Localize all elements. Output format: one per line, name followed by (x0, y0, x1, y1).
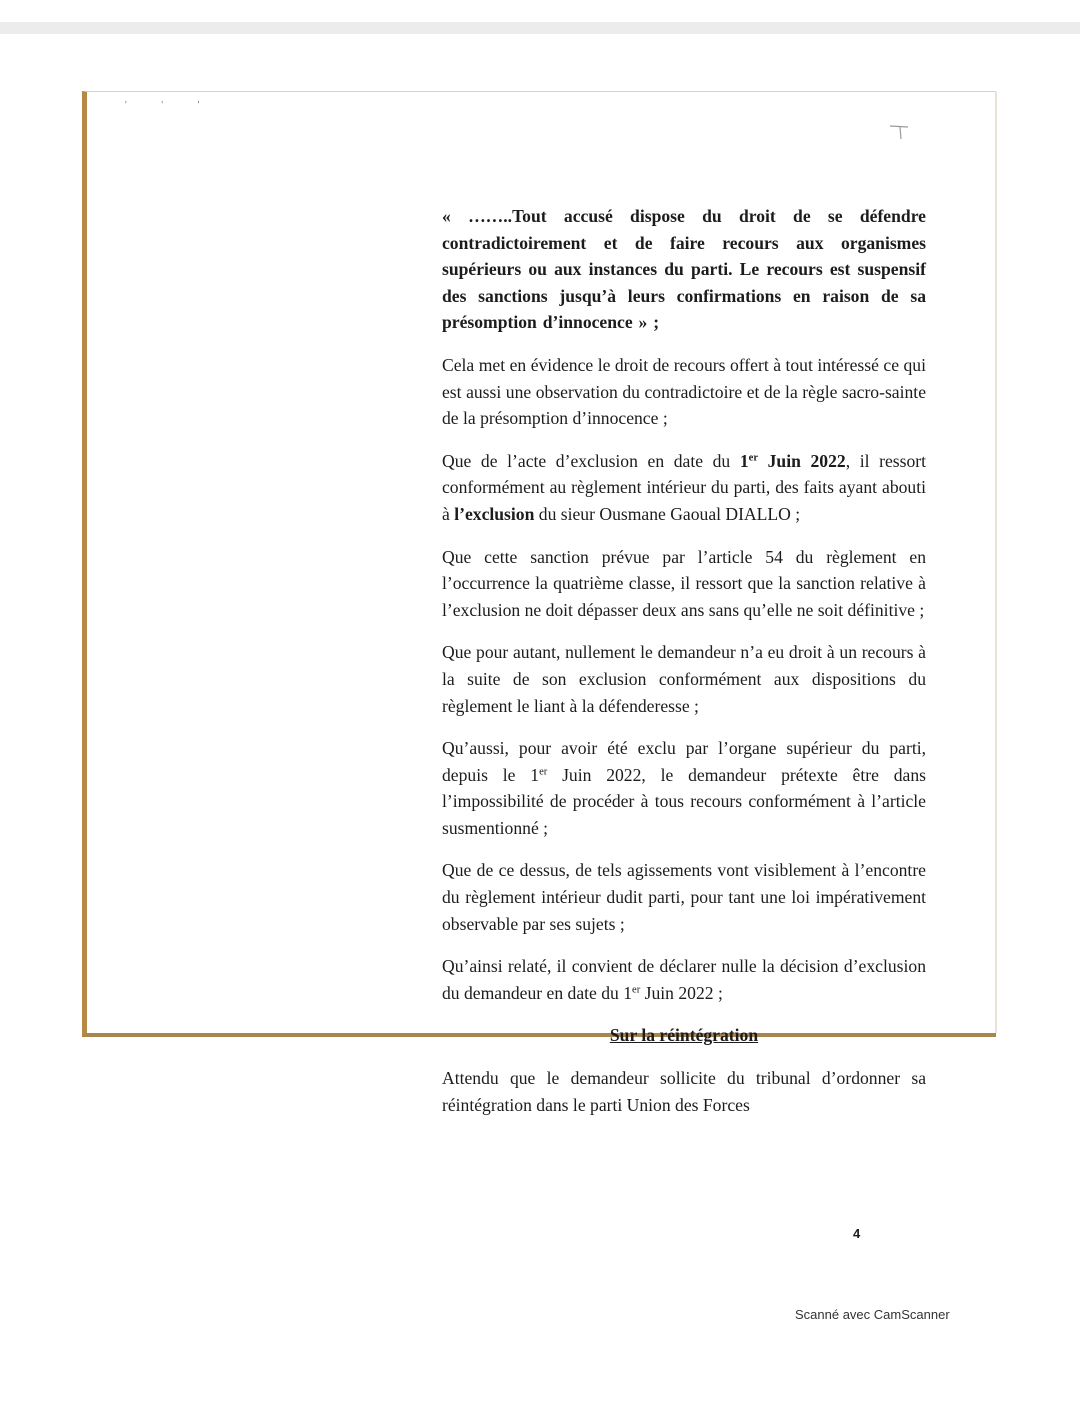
paragraph-acte-exclusion: Que de l’acte d’exclusion en date du 1er Juin 2022, il ressort conformément au règlement intérieur du parti, des faits ayant abouti à l’exclusion du sieur Ousmane Gaoual DIALLO ; (442, 450, 926, 524)
paragraph-sanction: Que cette sanction prévue par l’article 54 du règlement en l’occurrence la quatrième classe, il ressort que la sanction relative à l’exclusion ne doit dépasser deux ans sans qu’elle ne soit définitive ; (442, 546, 926, 620)
body-text (442, 203, 926, 1134)
paragraph-attendu: Attendu que le demandeur sollicite du tribunal d’ordonner sa réintégration dans le parti Union des Forces (442, 1068, 926, 1115)
paragraph-agissements: Que de ce dessus, de tels agissements vont visiblement à l’encontre du règlement intérieur dudit parti, pour tant une loi impérativement observable par ses sujets ; (442, 860, 926, 934)
section-heading: Sur la réintégration (609, 1025, 759, 1046)
viewer-top-strip (0, 22, 1080, 34)
scanned-page (82, 91, 996, 1322)
corner-fold-mark (889, 124, 909, 140)
scan-specks: ' ' ' (125, 100, 216, 111)
camscanner-watermark: Scanné avec CamScanner (795, 1307, 950, 1322)
quote-paragraph: « ……..Tout accusé dispose du droit de se défendre contradictoirement et de faire recours aux organismes supérieurs ou aux instances du parti. Le recours est suspensif des sanctions jusqu’à leurs confirmations en raison de sa présomption d’innocence » ; (442, 206, 926, 333)
page-number: 4 (853, 1226, 861, 1241)
paragraph-ainsi-relate: Qu’ainsi relaté, il convient de déclarer nulle la décision d’exclusion du demandeur en date du 1er Juin 2022 ; (442, 956, 926, 1003)
paragraph-aussi: Qu’aussi, pour avoir été exclu par l’organe supérieur du parti, depuis le 1er Juin 2022, le demandeur prétexte être dans l’impossibilité de procéder à tous recours conformément à l’article susmentionné ; (442, 738, 926, 838)
paragraph-recours: Cela met en évidence le droit de recours offert à tout intéressé ce qui est aussi une observation du contradictoire et de la règle sacro-sainte de la présomption d’innocence ; (442, 354, 926, 429)
paragraph-pour-autant: Que pour autant, nullement le demandeur n’a eu droit à un recours à la suite de son exclusion conformément aux dispositions du règlement le liant à la défenderesse ; (442, 642, 926, 716)
page-edge (995, 92, 997, 1033)
